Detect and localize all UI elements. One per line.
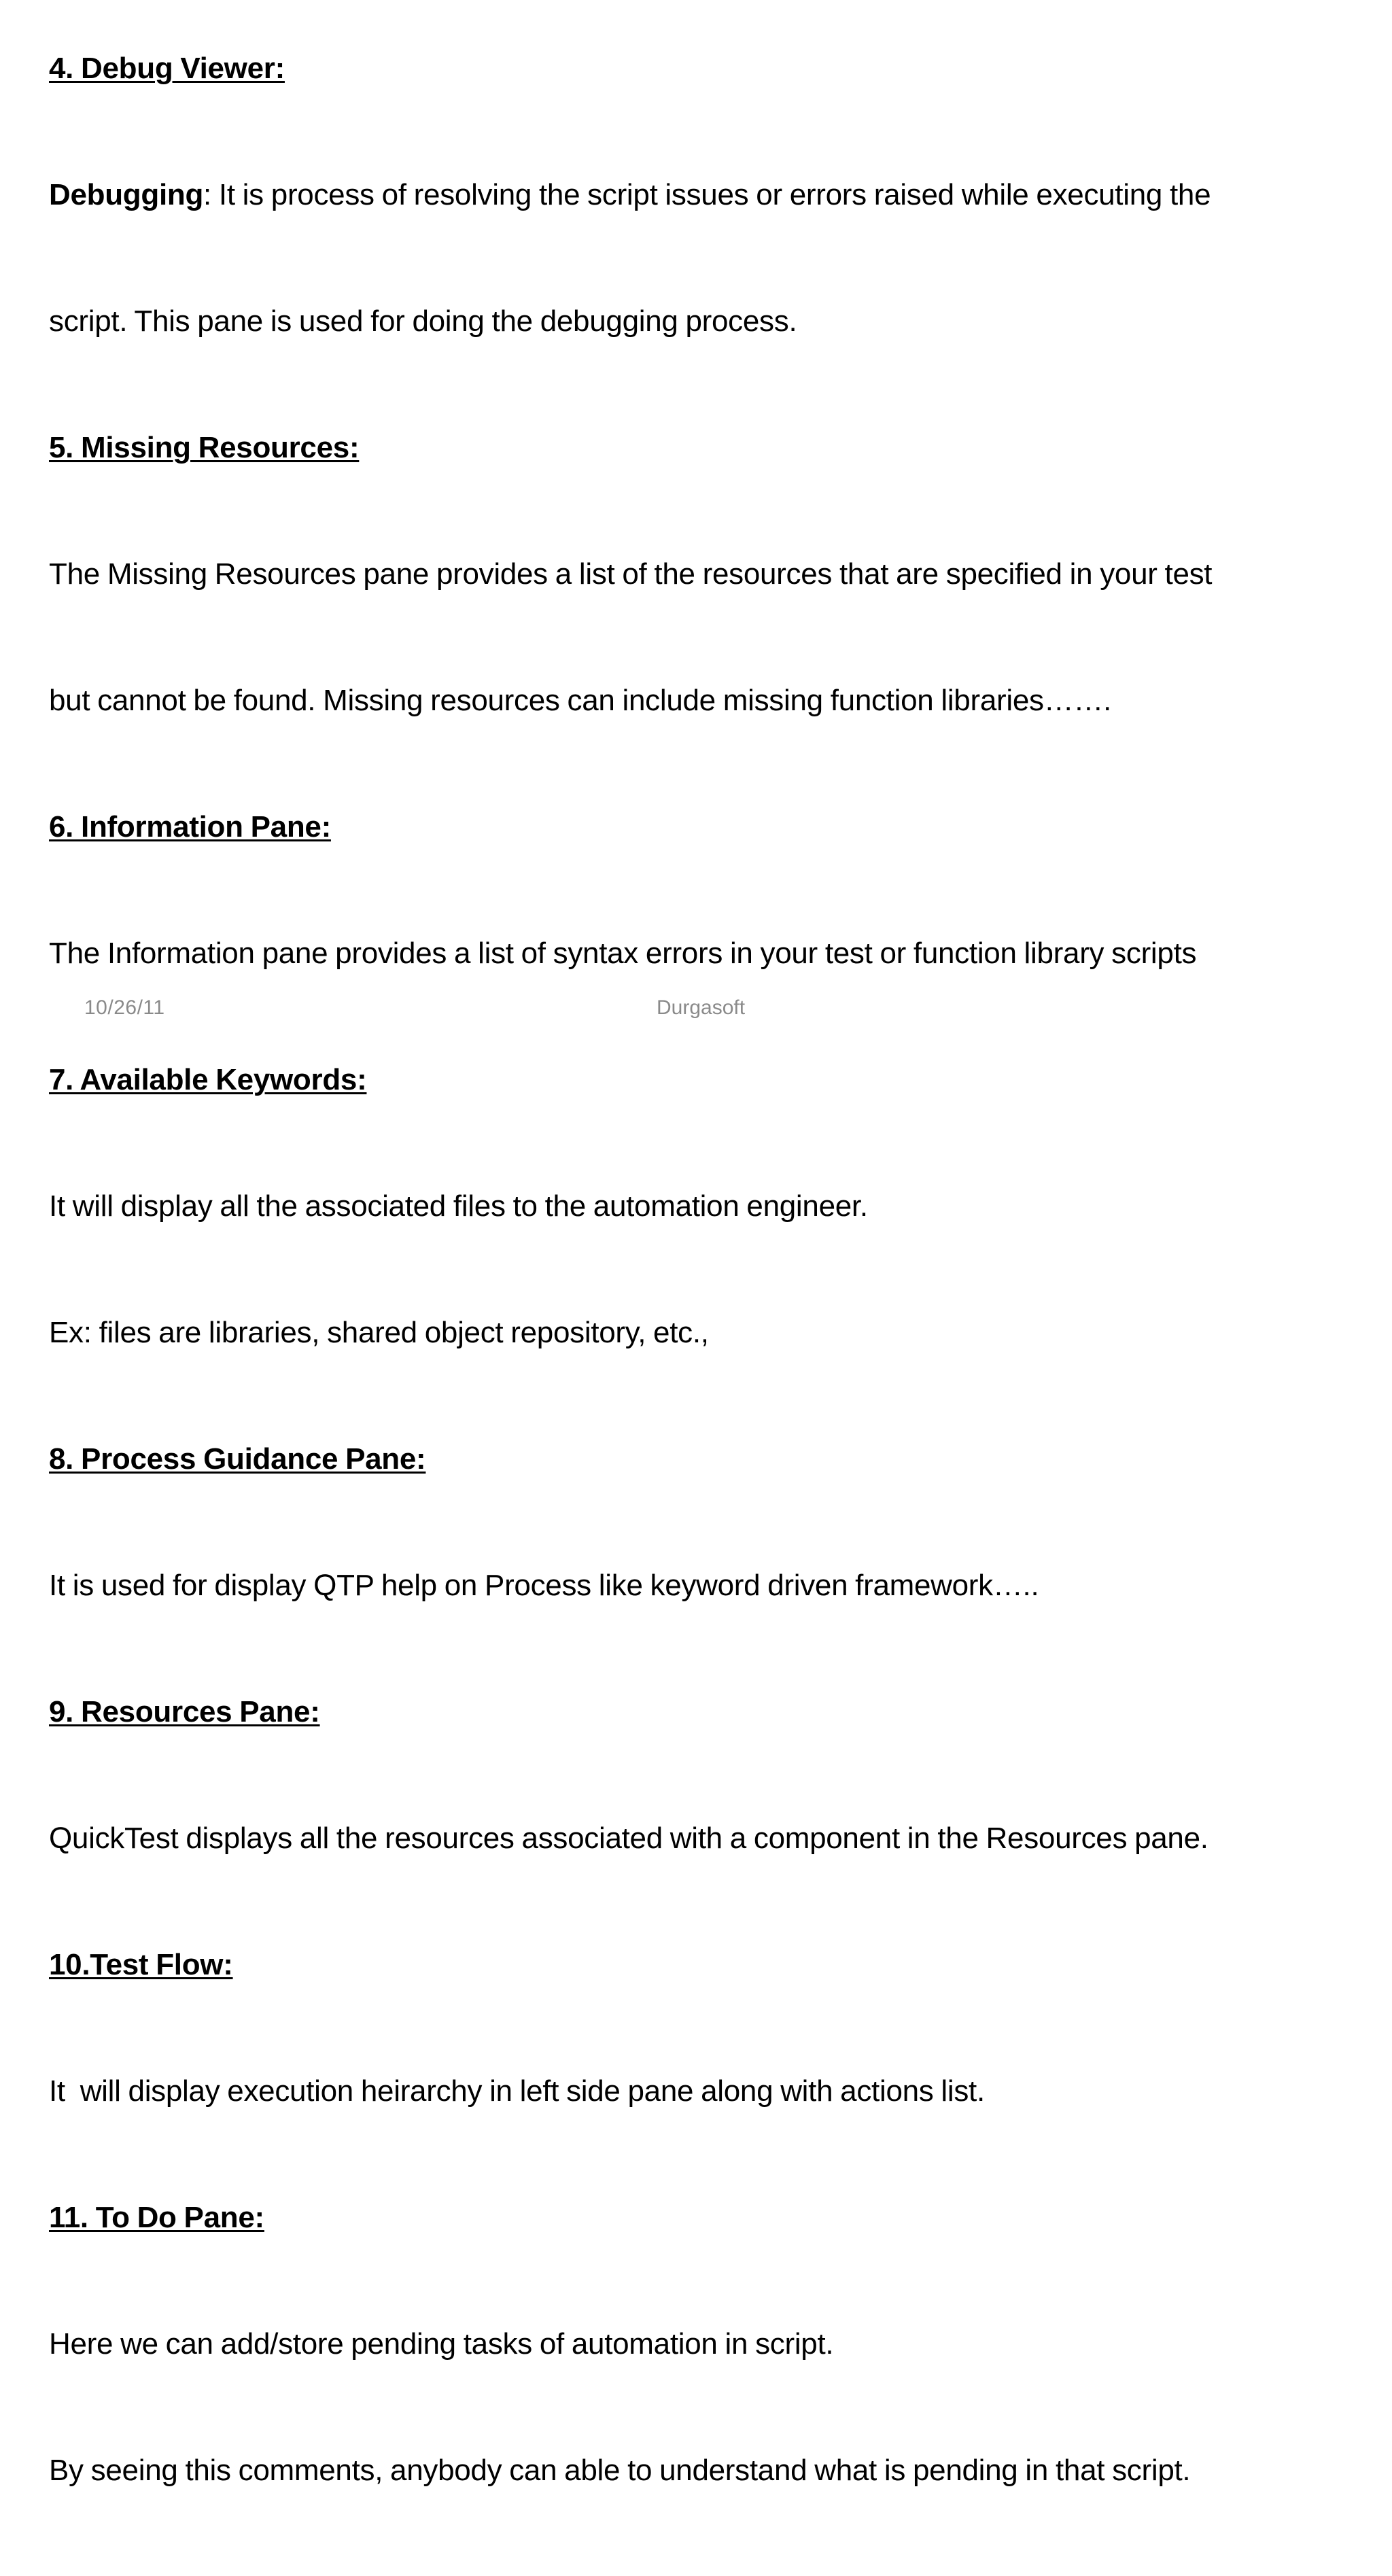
section-body-missing-resources: [49, 469, 1381, 806]
body-line: Here we can add/store pending tasks of automation in script.: [49, 2327, 834, 2361]
slide-content: [49, 48, 1381, 2576]
section-heading-debug-viewer: 4. Debug Viewer:: [49, 52, 285, 85]
section-body-debug-viewer: [49, 90, 1381, 427]
term-debugging: Debugging: [49, 178, 204, 211]
section-heading-to-do-pane: 11. To Do Pane:: [49, 2201, 264, 2234]
section-heading-process-guidance-pane: 8. Process Guidance Pane:: [49, 1442, 426, 1476]
body-line: The Information pane provides a list of syntax errors in your test or function library scripts: [49, 937, 1197, 970]
body-line: Ex: files are libraries, shared object repository, etc.,: [49, 1316, 709, 1349]
body-line: It will display execution heirarchy in left side pane along with actions list.: [49, 2074, 985, 2108]
body-line: It will display all the associated files to the automation engineer.: [49, 1189, 868, 1223]
body-line: By seeing this comments, anybody can able to understand what is pending in that script.: [49, 2454, 1191, 2487]
footer-title: Durgasoft: [657, 996, 746, 1019]
section-body-available-keywords: [49, 1101, 1381, 1438]
section-body-to-do-pane: [49, 2239, 1381, 2576]
body-line: but cannot be found. Missing resources can include missing function libraries…….: [49, 684, 1112, 717]
body-line: It is used for display QTP help on Process like keyword driven framework…..: [49, 1569, 1039, 1602]
section-body-process-guidance-pane: [49, 1480, 1381, 1691]
section-heading-available-keywords: 7. Available Keywords:: [49, 1063, 367, 1096]
section-body-information-pane: [49, 848, 1381, 1059]
body-line: script. This pane is used for doing the debugging process.: [49, 304, 797, 338]
section-heading-resources-pane: 9. Resources Pane:: [49, 1695, 320, 1728]
body-line: The Missing Resources pane provides a list of the resources that are specified in your test: [49, 557, 1213, 591]
body-text: : It is process of resolving the script issues or errors raised while executing the: [203, 178, 1211, 211]
section-body-test-flow: [49, 1986, 1381, 2197]
footer-date: 10/26/11: [84, 996, 165, 1019]
section-body-resources-pane: [49, 1733, 1381, 1944]
section-heading-test-flow: 10.Test Flow:: [49, 1948, 233, 1981]
section-heading-missing-resources: 5. Missing Resources:: [49, 431, 360, 464]
body-line: QuickTest displays all the resources associated with a component in the Resources pane.: [49, 1822, 1208, 1855]
section-heading-information-pane: 6. Information Pane:: [49, 810, 331, 843]
body-line: [49, 174, 1381, 216]
